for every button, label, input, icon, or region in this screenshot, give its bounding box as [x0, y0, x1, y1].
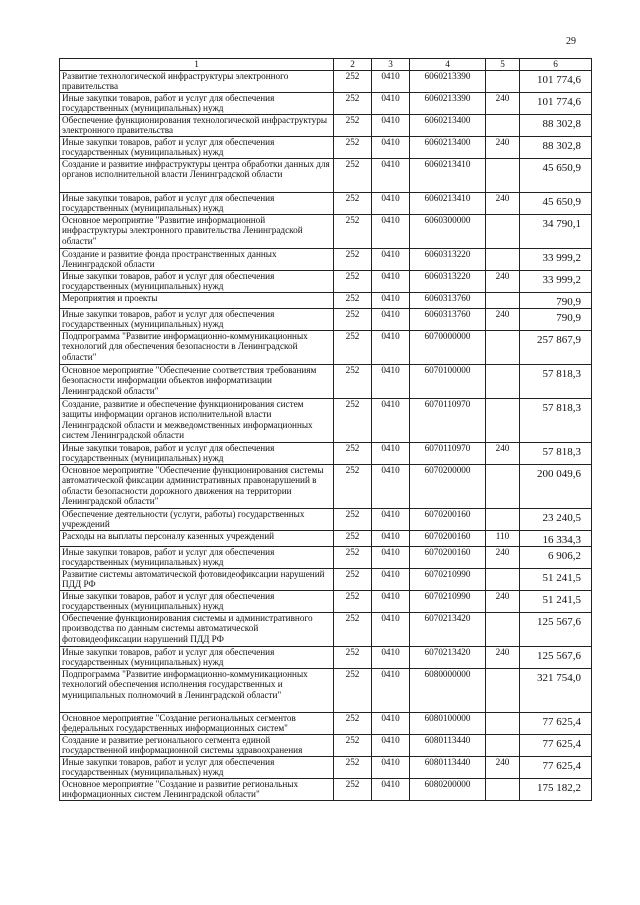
row-code-3: 0410: [372, 713, 410, 735]
row-code-2: 252: [334, 591, 372, 613]
row-code-3: 0410: [372, 735, 410, 757]
row-amount: 257 867,9: [520, 331, 592, 365]
row-code-4: 6060313760: [410, 293, 486, 309]
row-code-5: [486, 735, 520, 757]
row-code-2: 252: [334, 249, 372, 271]
row-code-3: 0410: [372, 331, 410, 365]
row-code-3: 0410: [372, 215, 410, 249]
row-code-4: 6060213400: [410, 115, 486, 137]
row-code-4: 6080113440: [410, 735, 486, 757]
row-code-3: 0410: [372, 137, 410, 159]
row-code-5: [486, 569, 520, 591]
row-code-5: [486, 509, 520, 531]
row-code-2: 252: [334, 309, 372, 331]
header-col-6: 6: [520, 59, 592, 71]
row-code-5: 240: [486, 757, 520, 779]
row-code-2: 252: [334, 93, 372, 115]
row-amount: 23 240,5: [520, 509, 592, 531]
row-code-5: [486, 399, 520, 443]
row-code-5: [486, 293, 520, 309]
row-code-5: 240: [486, 193, 520, 215]
row-description: Основное мероприятие "Обеспечение соответствия требованиям безопасности информации объектов информатизации Ленинградской области": [60, 365, 334, 399]
row-amount: 57 818,3: [520, 443, 592, 465]
row-code-3: 0410: [372, 569, 410, 591]
row-amount: 790,9: [520, 309, 592, 331]
row-code-3: 0410: [372, 779, 410, 801]
row-code-3: 0410: [372, 669, 410, 713]
row-code-3: 0410: [372, 309, 410, 331]
table-row: [60, 193, 592, 215]
row-code-3: 0410: [372, 465, 410, 509]
table-row: [60, 365, 592, 399]
row-code-4: 6060213410: [410, 159, 486, 193]
row-description: Иные закупки товаров, работ и услуг для обеспечения государственных (муниципальных) нужд: [60, 309, 334, 331]
table-row: [60, 159, 592, 193]
row-code-5: [486, 249, 520, 271]
row-amount: 125 567,6: [520, 647, 592, 669]
row-code-3: 0410: [372, 271, 410, 293]
row-description: Обеспечение функционирования технологической инфраструктуры электронного правительства: [60, 115, 334, 137]
row-code-2: 252: [334, 509, 372, 531]
row-code-4: 6070200160: [410, 531, 486, 547]
row-code-2: 252: [334, 137, 372, 159]
row-amount: 33 999,2: [520, 271, 592, 293]
row-code-2: 252: [334, 399, 372, 443]
row-code-2: 252: [334, 331, 372, 365]
row-description: Создание и развитие регионального сегмента единой государственной информационной системы здравоохранения: [60, 735, 334, 757]
row-code-4: 6070213420: [410, 613, 486, 647]
row-code-5: 240: [486, 271, 520, 293]
row-amount: 34 790,1: [520, 215, 592, 249]
row-amount: 77 625,4: [520, 735, 592, 757]
row-code-5: [486, 71, 520, 93]
row-code-3: 0410: [372, 647, 410, 669]
row-code-4: 6070110970: [410, 443, 486, 465]
row-description: Иные закупки товаров, работ и услуг для обеспечения государственных (муниципальных) нужд: [60, 757, 334, 779]
row-description: Основное мероприятие "Обеспечение функционирования системы автоматической фиксации административных правонарушений в области безопасности дорожного движения на территории Ленинградской области": [60, 465, 334, 509]
row-description: Основное мероприятие "Создание региональных сегментов федеральных государственных информационных систем": [60, 713, 334, 735]
row-code-3: 0410: [372, 757, 410, 779]
table-row: [60, 735, 592, 757]
row-code-4: 6060313220: [410, 249, 486, 271]
row-description: Расходы на выплаты персоналу казенных учреждений: [60, 531, 334, 547]
row-code-2: 252: [334, 215, 372, 249]
row-code-3: 0410: [372, 591, 410, 613]
row-code-3: 0410: [372, 115, 410, 137]
row-code-2: 252: [334, 115, 372, 137]
row-description: Иные закупки товаров, работ и услуг для обеспечения государственных (муниципальных) нужд: [60, 443, 334, 465]
row-description: Основное мероприятие "Развитие информационной инфраструктуры электронного правительства Ленинградской области": [60, 215, 334, 249]
row-code-2: 252: [334, 735, 372, 757]
row-code-3: 0410: [372, 159, 410, 193]
row-code-5: 240: [486, 443, 520, 465]
row-amount: 57 818,3: [520, 399, 592, 443]
row-code-5: [486, 713, 520, 735]
row-amount: 321 754,0: [520, 669, 592, 713]
row-amount: 6 906,2: [520, 547, 592, 569]
row-code-5: 240: [486, 647, 520, 669]
row-code-5: [486, 365, 520, 399]
row-code-2: 252: [334, 757, 372, 779]
table-row: [60, 137, 592, 159]
table-header-row: [60, 59, 592, 71]
row-code-4: 6080100000: [410, 713, 486, 735]
row-description: Иные закупки товаров, работ и услуг для обеспечения государственных (муниципальных) нужд: [60, 547, 334, 569]
row-code-4: 6060213390: [410, 71, 486, 93]
table-row: [60, 509, 592, 531]
row-description: Подпрограмма "Развитие информационно-коммуникационных технологий для обеспечения безопасности в Ленинградской области": [60, 331, 334, 365]
row-code-4: 6060313760: [410, 309, 486, 331]
table-row: [60, 591, 592, 613]
row-description: Создание, развитие и обеспечение функционирования систем защиты информации органов исполнительной власти Ленинградской области и межведомственных информационных систем Ленинградской области: [60, 399, 334, 443]
table-row: [60, 713, 592, 735]
table-row: [60, 93, 592, 115]
table-row: [60, 547, 592, 569]
row-code-2: 252: [334, 465, 372, 509]
row-code-5: [486, 779, 520, 801]
row-amount: 175 182,2: [520, 779, 592, 801]
row-code-5: 240: [486, 137, 520, 159]
table-row: [60, 779, 592, 801]
row-code-5: 240: [486, 591, 520, 613]
row-code-2: 252: [334, 547, 372, 569]
header-col-3: 3: [372, 59, 410, 71]
row-amount: 45 650,9: [520, 159, 592, 193]
row-amount: 16 334,3: [520, 531, 592, 547]
row-code-5: 240: [486, 309, 520, 331]
row-code-5: [486, 331, 520, 365]
row-code-2: 252: [334, 71, 372, 93]
row-code-4: 6080113440: [410, 757, 486, 779]
row-code-5: [486, 669, 520, 713]
row-amount: 200 049,6: [520, 465, 592, 509]
table-row: [60, 757, 592, 779]
table-row: [60, 647, 592, 669]
row-code-4: 6070213420: [410, 647, 486, 669]
table-row: [60, 443, 592, 465]
row-code-5: [486, 215, 520, 249]
row-amount: 33 999,2: [520, 249, 592, 271]
row-code-3: 0410: [372, 443, 410, 465]
table-row: [60, 271, 592, 293]
row-description: Развитие технологической инфраструктуры электронного правительства: [60, 71, 334, 93]
row-code-5: [486, 115, 520, 137]
row-amount: 77 625,4: [520, 757, 592, 779]
row-code-4: 6070000000: [410, 331, 486, 365]
table-row: [60, 331, 592, 365]
row-code-5: 110: [486, 531, 520, 547]
table-row: [60, 293, 592, 309]
row-code-2: 252: [334, 531, 372, 547]
table-row: [60, 569, 592, 591]
table-row: [60, 613, 592, 647]
row-code-2: 252: [334, 293, 372, 309]
row-code-4: 6070210990: [410, 591, 486, 613]
table-row: [60, 399, 592, 443]
row-code-3: 0410: [372, 193, 410, 215]
row-description: Иные закупки товаров, работ и услуг для обеспечения государственных (муниципальных) нужд: [60, 193, 334, 215]
row-code-5: [486, 465, 520, 509]
header-col-2: 2: [334, 59, 372, 71]
row-description: Иные закупки товаров, работ и услуг для обеспечения государственных (муниципальных) нужд: [60, 271, 334, 293]
row-amount: 88 302,8: [520, 137, 592, 159]
row-code-2: 252: [334, 647, 372, 669]
row-amount: 125 567,6: [520, 613, 592, 647]
budget-table: [59, 58, 592, 801]
row-code-2: 252: [334, 365, 372, 399]
table-row: [60, 115, 592, 137]
row-description: Обеспечение функционирования системы и административного производства по данным системы автоматической фотовидеофиксации нарушений ПДД РФ: [60, 613, 334, 647]
row-description: Подпрограмма "Развитие информационно-коммуникационных технологий обеспечения исполнения государственных и муниципальных полномочий в Ленинградской области": [60, 669, 334, 713]
row-code-2: 252: [334, 271, 372, 293]
row-code-3: 0410: [372, 531, 410, 547]
table-row: [60, 71, 592, 93]
row-code-3: 0410: [372, 249, 410, 271]
row-code-2: 252: [334, 713, 372, 735]
row-code-2: 252: [334, 569, 372, 591]
row-code-4: 6080000000: [410, 669, 486, 713]
row-description: Иные закупки товаров, работ и услуг для обеспечения государственных (муниципальных) нужд: [60, 137, 334, 159]
row-code-4: 6060213410: [410, 193, 486, 215]
row-code-4: 6070210990: [410, 569, 486, 591]
header-col-4: 4: [410, 59, 486, 71]
row-amount: 51 241,5: [520, 591, 592, 613]
row-description: Создание и развитие фонда пространственных данных Ленинградской области: [60, 249, 334, 271]
row-amount: 88 302,8: [520, 115, 592, 137]
row-description: Иные закупки товаров, работ и услуг для обеспечения государственных (муниципальных) нужд: [60, 93, 334, 115]
row-code-5: 240: [486, 93, 520, 115]
row-code-4: 6060313220: [410, 271, 486, 293]
row-description: Иные закупки товаров, работ и услуг для обеспечения государственных (муниципальных) нужд: [60, 591, 334, 613]
header-col-1: 1: [60, 59, 334, 71]
row-description: Мероприятия и проекты: [60, 293, 334, 309]
row-code-3: 0410: [372, 547, 410, 569]
row-description: Создание и развитие инфраструктуры центра обработки данных для органов исполнительной власти Ленинградской области: [60, 159, 334, 193]
row-code-3: 0410: [372, 93, 410, 115]
table-row: [60, 669, 592, 713]
row-amount: 57 818,3: [520, 365, 592, 399]
row-description: Обеспечение деятельности (услуги, работы) государственных учреждений: [60, 509, 334, 531]
table-row: [60, 531, 592, 547]
row-amount: 51 241,5: [520, 569, 592, 591]
row-code-4: 6060213390: [410, 93, 486, 115]
table-row: [60, 249, 592, 271]
row-amount: 101 774,6: [520, 71, 592, 93]
row-amount: 790,9: [520, 293, 592, 309]
table-row: [60, 465, 592, 509]
row-code-4: 6070110970: [410, 399, 486, 443]
row-code-2: 252: [334, 159, 372, 193]
row-code-4: 6070200160: [410, 509, 486, 531]
row-amount: 101 774,6: [520, 93, 592, 115]
row-description: Основное мероприятие "Создание и развитие региональных информационных систем Ленинградской области": [60, 779, 334, 801]
row-code-3: 0410: [372, 399, 410, 443]
row-code-5: [486, 613, 520, 647]
row-code-2: 252: [334, 669, 372, 713]
row-code-3: 0410: [372, 293, 410, 309]
row-code-4: 6080200000: [410, 779, 486, 801]
row-code-4: 6070200000: [410, 465, 486, 509]
row-code-2: 252: [334, 443, 372, 465]
row-code-5: 240: [486, 547, 520, 569]
row-amount: 77 625,4: [520, 713, 592, 735]
row-description: Иные закупки товаров, работ и услуг для обеспечения государственных (муниципальных) нужд: [60, 647, 334, 669]
row-description: Развитие системы автоматической фотовидеофиксации нарушений ПДД РФ: [60, 569, 334, 591]
header-col-5: 5: [486, 59, 520, 71]
row-code-5: [486, 159, 520, 193]
row-code-4: 6070200160: [410, 547, 486, 569]
row-code-3: 0410: [372, 71, 410, 93]
row-code-4: 6060300000: [410, 215, 486, 249]
row-code-3: 0410: [372, 365, 410, 399]
row-code-3: 0410: [372, 613, 410, 647]
row-code-2: 252: [334, 193, 372, 215]
row-code-2: 252: [334, 779, 372, 801]
table-row: [60, 215, 592, 249]
row-amount: 45 650,9: [520, 193, 592, 215]
page-number: 29: [566, 36, 576, 47]
row-code-4: 6060213400: [410, 137, 486, 159]
row-code-4: 6070100000: [410, 365, 486, 399]
table-row: [60, 309, 592, 331]
row-code-2: 252: [334, 613, 372, 647]
row-code-3: 0410: [372, 509, 410, 531]
